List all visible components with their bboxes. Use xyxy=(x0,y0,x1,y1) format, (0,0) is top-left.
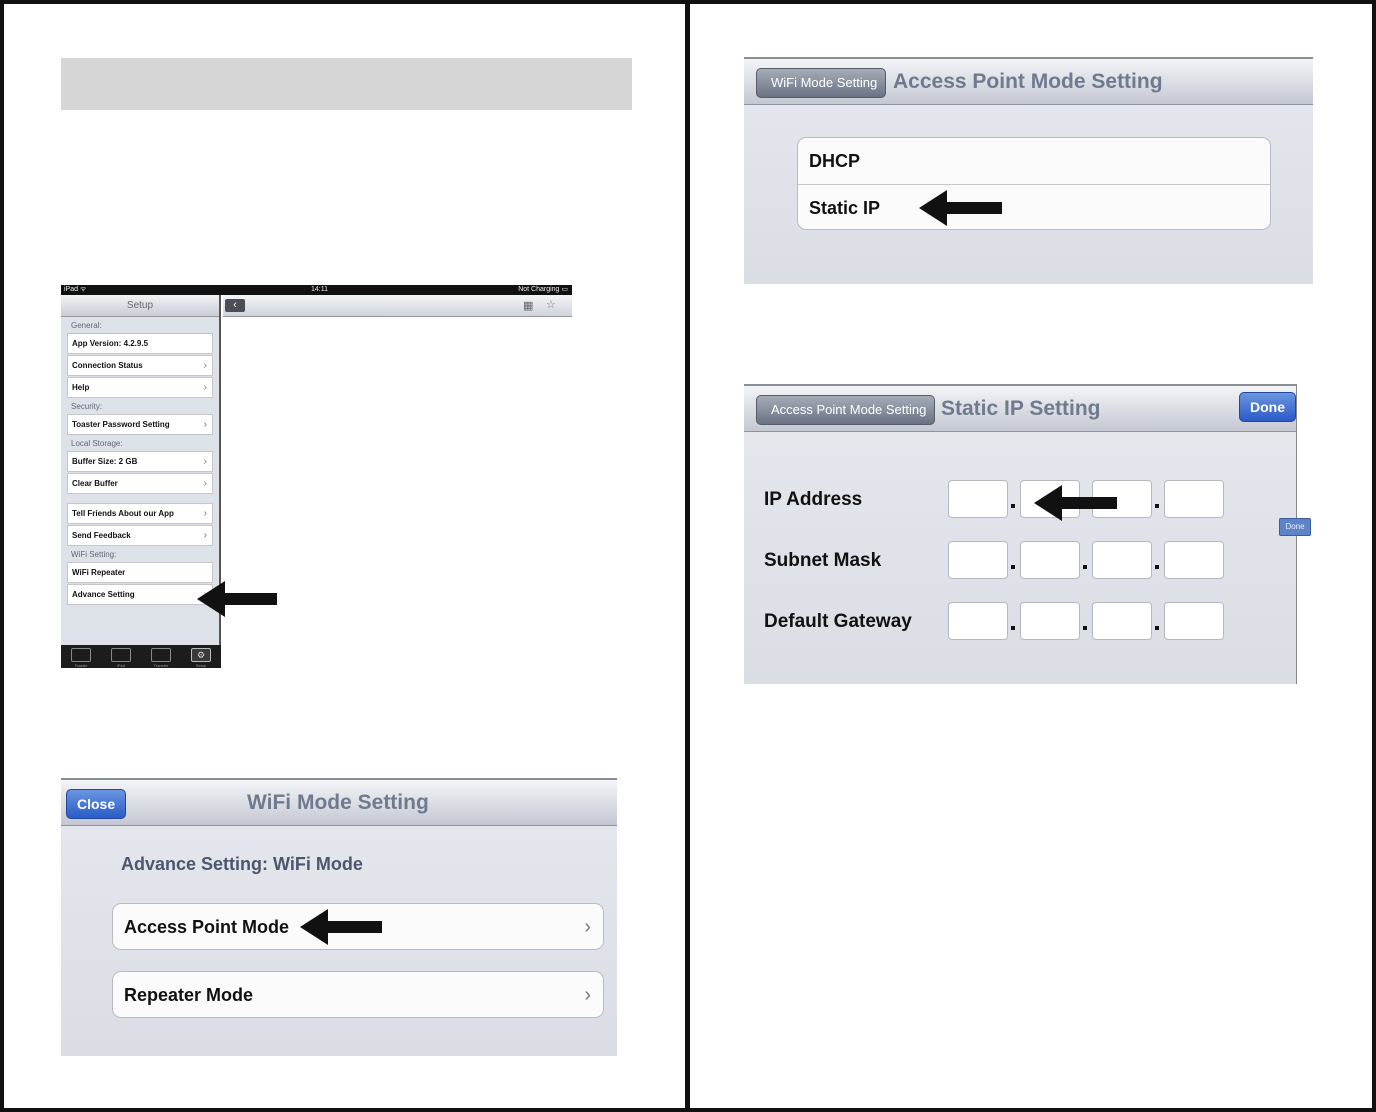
row-label: Access Point Mode xyxy=(124,917,290,937)
subnet-octet-3-input[interactable] xyxy=(1092,541,1152,579)
ipad-status-bar xyxy=(61,285,572,295)
static-ip-navbar xyxy=(744,384,1296,432)
cell-label: Clear Buffer xyxy=(72,479,118,488)
pointer-arrow-ip-address xyxy=(1034,485,1117,521)
chevron-right-icon: › xyxy=(203,508,207,519)
cell-advance-setting[interactable] xyxy=(67,584,213,605)
group-label-security: Security: xyxy=(71,402,103,411)
octet-dot xyxy=(1083,626,1087,630)
subnet-octet-4-input[interactable] xyxy=(1164,541,1224,579)
ip-address-label: IP Address xyxy=(764,489,863,510)
ip-octet-4-input[interactable] xyxy=(1164,480,1224,518)
ap-mode-panel xyxy=(744,57,1313,284)
octet-dot xyxy=(1011,504,1015,508)
cell-buffer-size[interactable] xyxy=(67,451,213,472)
group-label-wifi: WiFi Setting: xyxy=(71,550,117,559)
group-label-local-storage: Local Storage: xyxy=(71,439,123,448)
page-divider xyxy=(685,0,690,1112)
section-header: Advance Setting: WiFi Mode xyxy=(121,854,363,874)
tab-setup-label: Setup xyxy=(195,663,207,668)
cell-label: Tell Friends About our App xyxy=(72,509,174,518)
status-battery: Not Charging ▭ xyxy=(518,286,568,293)
cell-toaster-password[interactable] xyxy=(67,414,213,435)
subnet-mask-label: Subnet Mask xyxy=(764,550,882,571)
cell-clear-buffer[interactable] xyxy=(67,473,213,494)
detail-nav-bar xyxy=(223,295,572,317)
tab-ipad-icon[interactable] xyxy=(111,648,131,662)
back-arrow-icon[interactable]: ‹ xyxy=(225,299,245,312)
chevron-right-icon: › xyxy=(584,916,591,938)
octet-dot xyxy=(1155,565,1159,569)
cell-app-version xyxy=(67,333,213,354)
octet-dot xyxy=(1155,504,1159,508)
group-spacer xyxy=(61,495,219,503)
ap-mode-title: Access Point Mode Setting xyxy=(893,70,1163,93)
tab-bar xyxy=(61,645,221,668)
row-label: Static IP xyxy=(809,198,881,218)
chevron-right-icon: › xyxy=(203,360,207,371)
gateway-octet-4-input[interactable] xyxy=(1164,602,1224,640)
tab-transfer-label: Transfer xyxy=(153,663,169,668)
octet-dot xyxy=(1155,626,1159,630)
wifi-mode-navbar xyxy=(61,778,617,826)
sidebar-title: Setup xyxy=(61,295,219,317)
static-ip-row[interactable] xyxy=(798,185,1270,231)
header-band xyxy=(61,58,632,110)
repeater-mode-cell[interactable] xyxy=(112,971,604,1018)
gateway-octet-3-input[interactable] xyxy=(1092,602,1152,640)
chevron-right-icon: › xyxy=(203,382,207,393)
cell-label: Connection Status xyxy=(72,361,143,370)
tab-transfer-icon[interactable] xyxy=(151,648,171,662)
cell-tell-friends[interactable] xyxy=(67,503,213,524)
chevron-right-icon: › xyxy=(584,984,591,1006)
tab-setup-gear-icon[interactable]: ⚙ xyxy=(191,648,211,662)
ap-mode-options xyxy=(797,137,1271,230)
cell-send-feedback[interactable] xyxy=(67,525,213,546)
dhcp-row[interactable] xyxy=(798,138,1270,184)
group-label-general: General: xyxy=(71,321,102,330)
tab-toaster-icon[interactable] xyxy=(71,648,91,662)
gateway-octet-2-input[interactable] xyxy=(1020,602,1080,640)
cell-connection-status[interactable] xyxy=(67,355,213,376)
static-ip-title: Static IP Setting xyxy=(941,397,1101,420)
chevron-right-icon: › xyxy=(203,589,207,600)
chevron-right-icon: › xyxy=(203,478,207,489)
default-gateway-label: Default Gateway xyxy=(764,611,912,632)
chevron-right-icon: › xyxy=(203,530,207,541)
ip-octet-1-input[interactable] xyxy=(948,480,1008,518)
cell-wifi-repeater[interactable] xyxy=(67,562,213,583)
chevron-right-icon: › xyxy=(203,419,207,430)
done-button[interactable]: Done xyxy=(1239,392,1296,422)
static-ip-panel xyxy=(744,384,1297,684)
cell-label: Help xyxy=(72,383,90,392)
chevron-right-icon: › xyxy=(203,456,207,467)
ap-mode-navbar xyxy=(744,57,1313,105)
star-icon[interactable]: ☆ xyxy=(546,299,556,311)
tab-toaster-label: Toaster xyxy=(74,663,88,668)
pointer-arrow-access-point xyxy=(300,909,382,945)
back-to-wifi-mode-button[interactable]: WiFi Mode Setting xyxy=(756,68,886,98)
status-carrier: iPad ᯤ xyxy=(64,286,87,293)
back-to-ap-mode-button[interactable]: Access Point Mode Setting xyxy=(756,395,935,425)
cell-label: App Version: 4.2.9.5 xyxy=(72,339,149,348)
octet-dot xyxy=(1011,626,1015,630)
cell-label: Advance Setting xyxy=(72,590,135,599)
pointer-arrow-static-ip xyxy=(919,190,1002,226)
row-label: Repeater Mode xyxy=(124,985,254,1005)
subnet-octet-1-input[interactable] xyxy=(948,541,1008,579)
octet-dot xyxy=(1083,565,1087,569)
subnet-octet-2-input[interactable] xyxy=(1020,541,1080,579)
gateway-octet-1-input[interactable] xyxy=(948,602,1008,640)
repeater-mode-row[interactable] xyxy=(113,972,603,1018)
row-label: DHCP xyxy=(809,151,861,171)
cell-label: WiFi Repeater xyxy=(72,568,126,577)
wifi-mode-title: WiFi Mode Setting xyxy=(247,791,429,814)
keyboard-done-button[interactable]: Done xyxy=(1279,518,1311,536)
close-button[interactable]: Close xyxy=(66,789,126,819)
status-clock: 14:11 xyxy=(311,286,328,293)
cell-help[interactable] xyxy=(67,377,213,398)
grid-icon[interactable]: ▦ xyxy=(523,300,534,312)
ipad-setup-screenshot xyxy=(61,285,572,668)
pointer-arrow-wifi-repeater xyxy=(197,581,277,617)
octet-dot xyxy=(1011,565,1015,569)
cell-label: Send Feedback xyxy=(72,531,131,540)
cell-label: Buffer Size: 2 GB xyxy=(72,457,138,466)
tab-ipad-label: iPad xyxy=(116,663,125,668)
cell-label: Toaster Password Setting xyxy=(72,420,170,429)
